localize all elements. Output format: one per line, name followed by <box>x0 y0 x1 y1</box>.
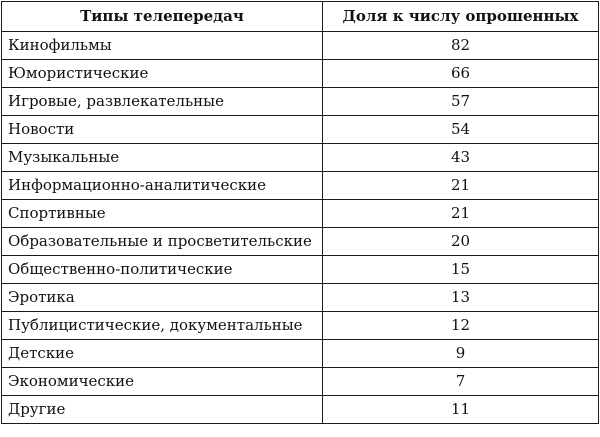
table-row <box>2 200 599 228</box>
program-type-cell: Музыкальные <box>2 144 323 172</box>
share-value-cell: 7 <box>323 368 599 396</box>
share-value-cell: 43 <box>323 144 599 172</box>
share-value-cell: 20 <box>323 228 599 256</box>
table-row <box>2 284 599 312</box>
table-row <box>2 88 599 116</box>
table-row <box>2 116 599 144</box>
table-row <box>2 32 599 60</box>
program-type-cell: Общественно-политические <box>2 256 323 284</box>
tv-program-preference-table <box>1 1 599 424</box>
program-type-cell: Новости <box>2 116 323 144</box>
table-row <box>2 396 599 424</box>
table-row <box>2 228 599 256</box>
program-type-cell: Кинофильмы <box>2 32 323 60</box>
table-row <box>2 256 599 284</box>
program-type-cell: Детские <box>2 340 323 368</box>
share-value-cell: 13 <box>323 284 599 312</box>
table-header-row <box>2 2 599 32</box>
table-row <box>2 368 599 396</box>
program-type-cell: Эротика <box>2 284 323 312</box>
table-row <box>2 340 599 368</box>
program-type-cell: Юмористические <box>2 60 323 88</box>
program-type-cell: Образовательные и просветительские <box>2 228 323 256</box>
share-value-cell: 21 <box>323 200 599 228</box>
header-share-of-respondents: Доля к числу опрошенных <box>323 2 599 32</box>
table-row <box>2 172 599 200</box>
program-type-cell: Другие <box>2 396 323 424</box>
program-type-cell: Информационно-аналитические <box>2 172 323 200</box>
share-value-cell: 15 <box>323 256 599 284</box>
program-type-cell: Публицистические, документальные <box>2 312 323 340</box>
share-value-cell: 66 <box>323 60 599 88</box>
share-value-cell: 57 <box>323 88 599 116</box>
header-program-type: Типы телепередач <box>2 2 323 32</box>
program-type-cell: Игровые, развлекательные <box>2 88 323 116</box>
share-value-cell: 9 <box>323 340 599 368</box>
share-value-cell: 11 <box>323 396 599 424</box>
share-value-cell: 82 <box>323 32 599 60</box>
table-row <box>2 60 599 88</box>
table-row <box>2 144 599 172</box>
table-row <box>2 312 599 340</box>
program-type-cell: Спортивные <box>2 200 323 228</box>
table-container <box>1 1 599 424</box>
share-value-cell: 12 <box>323 312 599 340</box>
share-value-cell: 21 <box>323 172 599 200</box>
share-value-cell: 54 <box>323 116 599 144</box>
program-type-cell: Экономические <box>2 368 323 396</box>
